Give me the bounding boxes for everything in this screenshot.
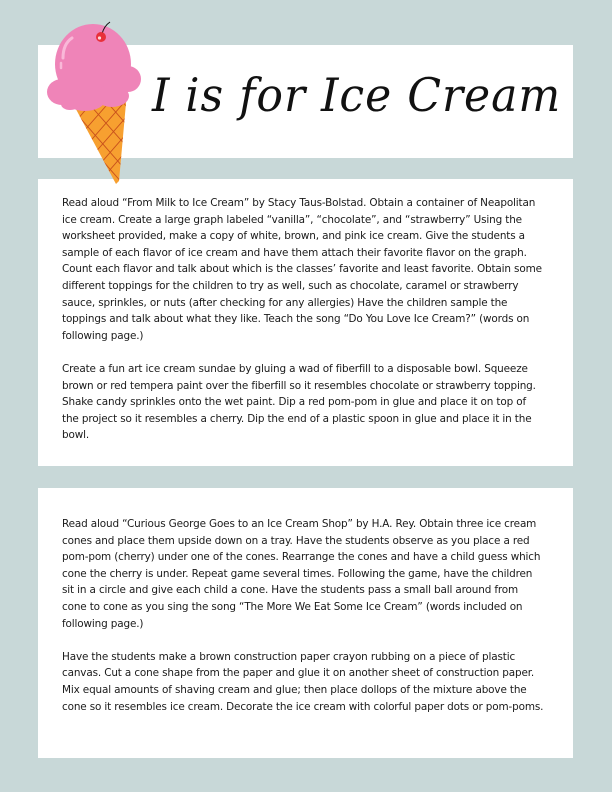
activity-section-1 xyxy=(38,179,573,466)
paragraph: Read aloud “From Milk to Ice Cream” by Stacy Taus-Bolstad. Obtain a container of Neapolitan ice cream. Create a large graph labeled “vanilla”, “chocolate”, and “strawberry” Using the worksheet provided, make a copy of white, brown, and pink ice cream. Give the students a sample of each flavor of ice cream and have them attach their favorite flavor on the graph. Count each flavor and talk about which is the classes’ favorite and least favorite. Obtain some different toppings for the children to try as well, such as chocolate, caramel or strawberry sauce, sprinkles, or nuts (after checking for any allergies) Have the children sample the toppings and talk about what they like. Teach the song “Do You Love Ice Cream?” (words on following page.) xyxy=(62,197,542,342)
paragraph: Have the students make a brown construction paper crayon rubbing on a piece of plastic canvas. Cut a cone shape from the paper and glue it on another sheet of construction paper. Mix equal amounts of shaving cream and glue; then place dollops of the mixture above the cone so it resembles ice cream. Decorate the ice cream with colorful paper dots or pom-poms. xyxy=(62,650,544,713)
paragraph: Create a fun art ice cream sundae by gluing a wad of fiberfill to a disposable bowl. Squeeze brown or red tempera paint over the fiberfill so it resembles chocolate or strawberry topping. Shake candy sprinkles onto the wet paint. Dip a red pom-pom in glue and place it on top of the project so it resembles a cherry. Dip the end of a plastic spoon in glue and place it in the bowl. xyxy=(62,362,536,442)
activity-section-2 xyxy=(38,488,573,758)
page-title: I is for Ice Cream xyxy=(152,68,562,122)
section-1-content xyxy=(62,195,544,461)
ice-cream-cone-icon xyxy=(40,18,150,188)
cherry-icon xyxy=(96,32,106,42)
paragraph: Read aloud “Curious George Goes to an Ice Cream Shop” by H.A. Rey. Obtain three ice cream cones and place them upside down on a tray. Have the students observe as you place a red pom-pom (cherry) under one of the cones. Rearrange the cones and have a child guess which cone the cherry is under. Repeat game several times. Following the game, have the children sit in a circle and give each child a cone. Have the students pass a small ball around from cone to cone as you sing the song “The More We Eat Some Ice Cream” (words included on following page.) xyxy=(62,518,541,630)
section-2-content xyxy=(62,516,544,732)
